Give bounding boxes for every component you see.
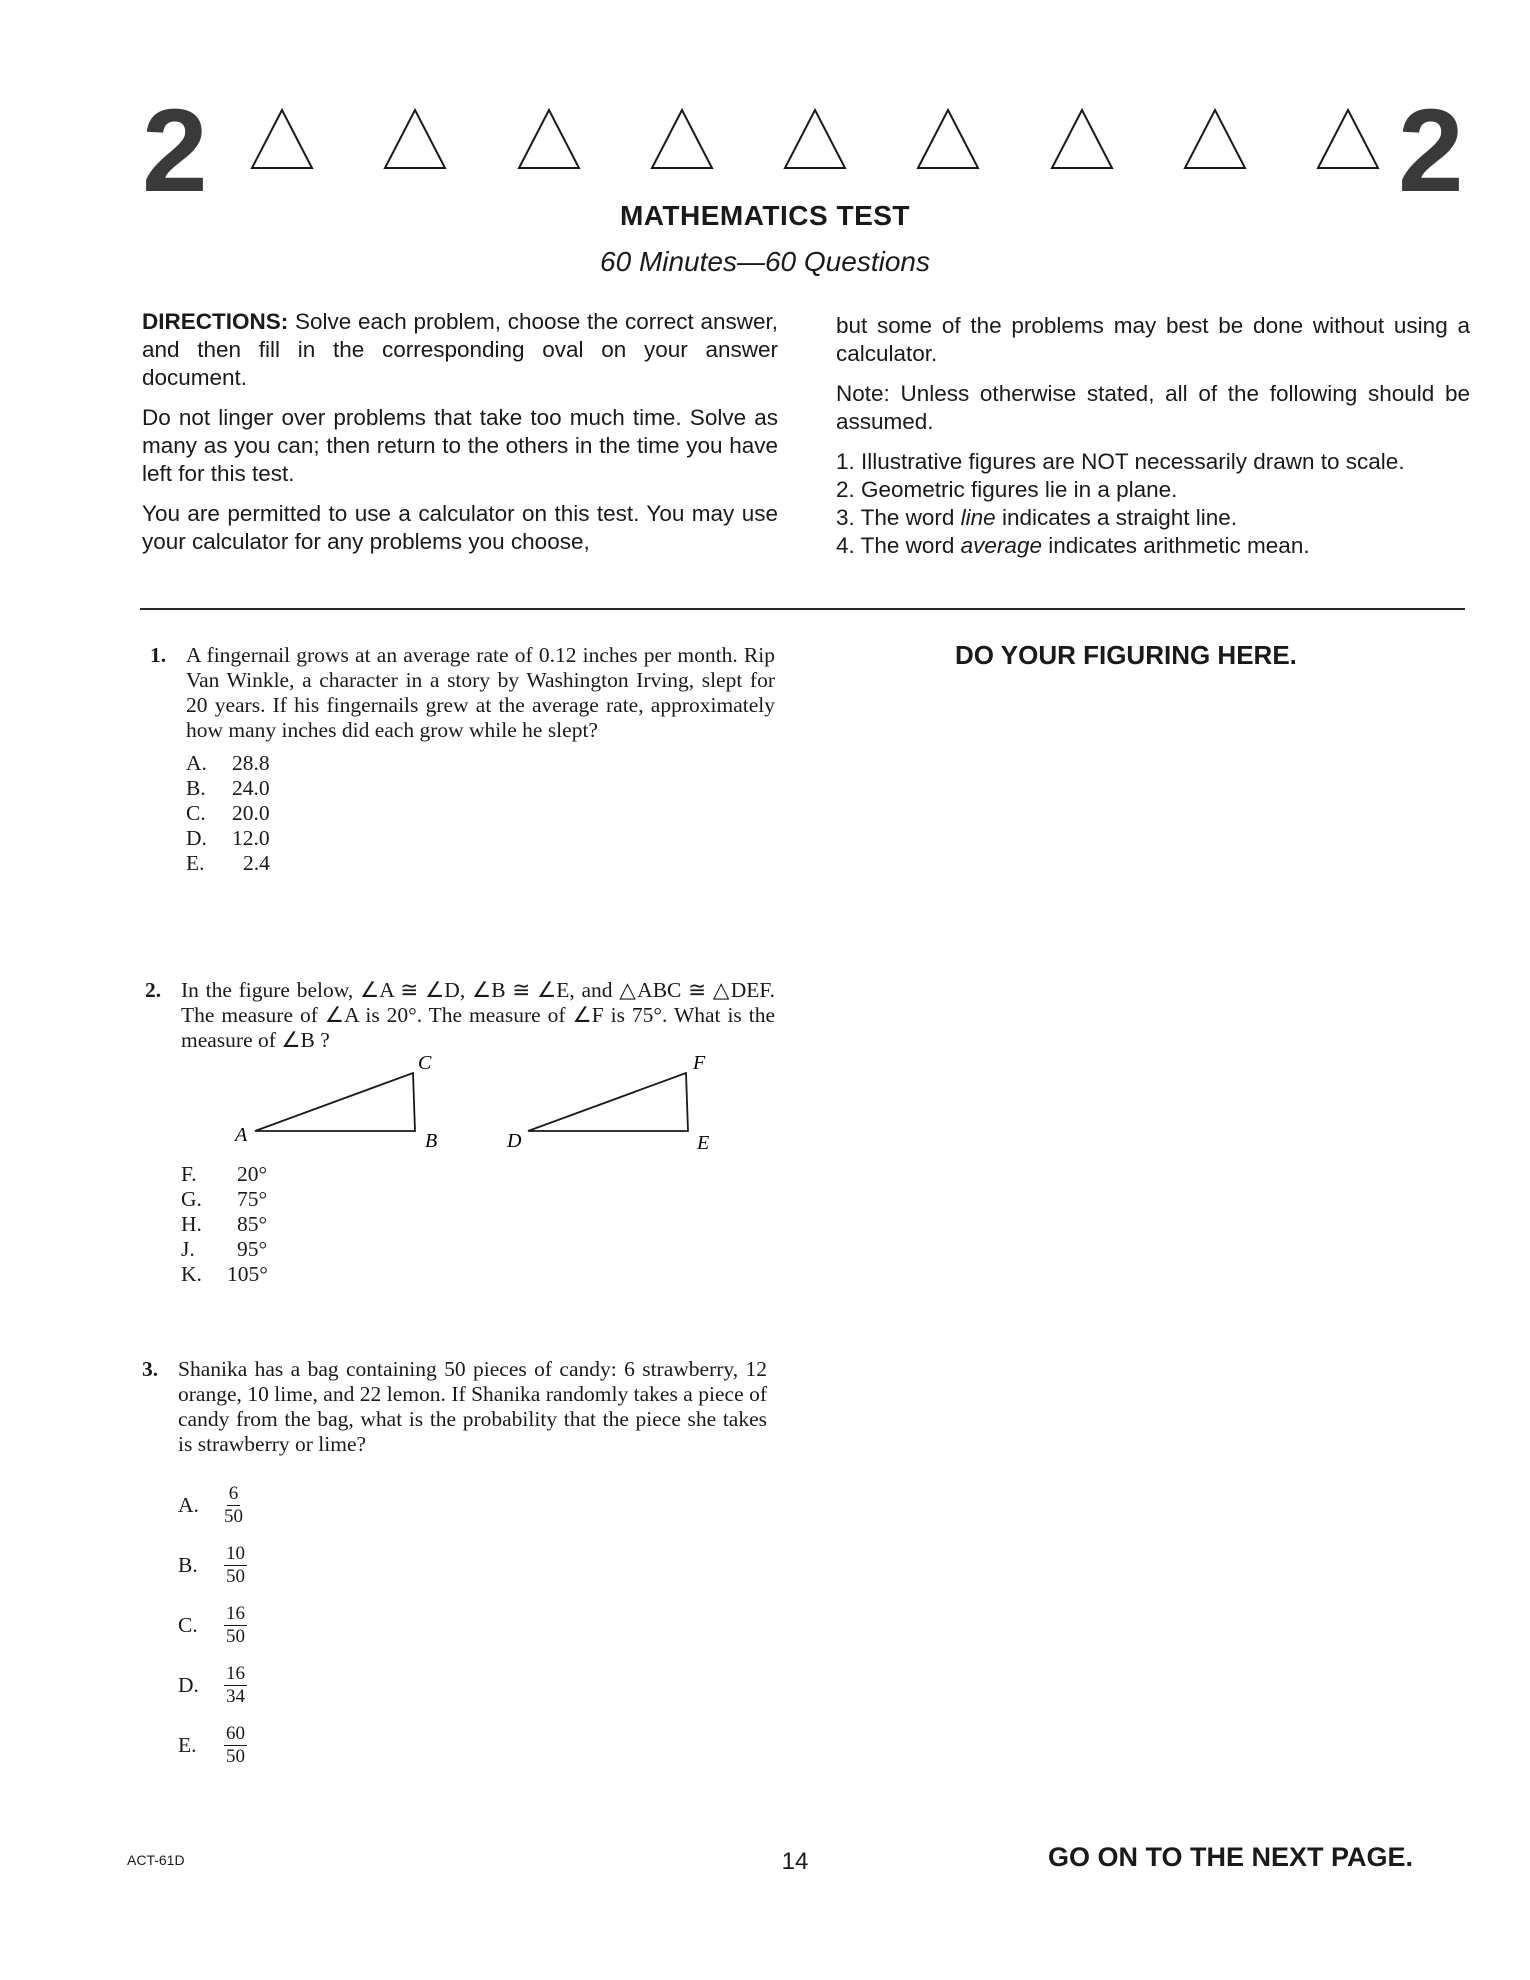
answer-choice-d[interactable]	[186, 826, 775, 851]
test-subtitle: 60 Minutes—60 Questions	[600, 246, 930, 277]
fraction-numerator: 16	[226, 1662, 245, 1684]
question-2	[145, 978, 775, 1053]
choice-letter: G.	[181, 1187, 202, 1211]
fraction-denominator: 50	[226, 1565, 245, 1587]
choice-value: 24.0	[232, 776, 270, 800]
directions-paragraph-1	[142, 308, 778, 392]
fraction-numerator: 16	[226, 1602, 245, 1624]
figuring-area-label: DO YOUR FIGURING HERE.	[955, 640, 1297, 670]
choice-letter: H.	[181, 1212, 202, 1236]
choice-letter: B.	[178, 1552, 198, 1577]
directions-right-column	[836, 312, 1470, 560]
choice-fraction	[224, 1603, 247, 1648]
choice-letter: D.	[186, 826, 207, 850]
assumption-item-prefix: 3. The word	[836, 505, 961, 530]
form-code: ACT-61D	[127, 1852, 185, 1868]
assumption-item	[836, 504, 1470, 532]
question-text: In the figure below, ∠A ≅ ∠D, ∠B ≅ ∠E, and △ABC ≅ △DEF. The measure of ∠A is 20°. The measure of ∠F is 75°. What is the measure of ∠B ?	[181, 978, 775, 1052]
answer-choices	[178, 1475, 767, 1775]
assumptions-list	[836, 448, 1470, 560]
answer-choice-b[interactable]	[186, 776, 775, 801]
assumption-item-suffix: indicates arithmetic mean.	[1041, 533, 1310, 558]
triangles-figure	[225, 1055, 735, 1165]
triangle-symbol	[517, 108, 581, 170]
fraction-denominator: 50	[226, 1625, 245, 1647]
triangle-symbol	[1316, 108, 1380, 170]
vertex-label-a: A	[235, 1124, 248, 1146]
answer-choice-h[interactable]	[181, 1212, 381, 1237]
triangle-def	[528, 1073, 688, 1131]
choice-value: 75°	[237, 1187, 268, 1211]
question-3	[142, 1357, 767, 1775]
directions-label: DIRECTIONS:	[142, 309, 289, 334]
triangle-symbol	[250, 108, 314, 170]
triangle-symbol	[1183, 108, 1247, 170]
answer-choice-b[interactable]	[178, 1535, 767, 1595]
fraction-numerator: 6	[228, 1482, 239, 1504]
question-1	[150, 643, 775, 876]
choice-letter: C.	[178, 1612, 198, 1637]
fraction-denominator: 50	[226, 1745, 245, 1767]
choice-fraction	[224, 1723, 247, 1768]
assumption-item: 1. Illustrative figures are NOT necessarily drawn to scale.	[836, 449, 1405, 474]
section-divider	[140, 608, 1465, 610]
answer-choice-j[interactable]	[181, 1237, 381, 1262]
answer-choice-c[interactable]	[178, 1595, 767, 1655]
answer-choice-e[interactable]	[178, 1715, 767, 1775]
directions-paragraph-3: You are permitted to use a calculator on this test. You may use your calculator for any problems you choose,	[142, 501, 778, 554]
choice-value: 28.8	[232, 751, 270, 775]
triangle-symbol	[1050, 108, 1114, 170]
assumption-item	[836, 532, 1470, 560]
choice-letter: D.	[178, 1672, 199, 1697]
question-number: 1.	[150, 643, 167, 667]
answer-choice-a[interactable]	[178, 1475, 767, 1535]
choice-value: 2.4	[243, 851, 270, 875]
question-number: 3.	[142, 1357, 159, 1381]
answer-choice-e[interactable]	[186, 851, 775, 876]
assumption-item: 2. Geometric figures lie in a plane.	[836, 477, 1178, 502]
fraction-numerator: 10	[226, 1542, 245, 1564]
choice-letter: J.	[181, 1237, 195, 1261]
assumption-item-prefix: 4. The word	[836, 533, 961, 558]
choice-letter: A.	[186, 751, 207, 775]
choice-letter: E.	[178, 1732, 197, 1757]
directions-paragraph-2: Do not linger over problems that take too much time. Solve as many as you can; then return to the others in the time you have left for this test.	[142, 405, 778, 486]
vertex-label-d: D	[507, 1130, 522, 1152]
choice-letter: F.	[181, 1162, 197, 1186]
fraction-denominator: 34	[226, 1685, 245, 1707]
fraction-denominator: 50	[224, 1505, 243, 1527]
answer-choice-a[interactable]	[186, 751, 775, 776]
question-number: 2.	[145, 978, 162, 1002]
choice-value: 20°	[237, 1162, 268, 1186]
next-page-instruction: GO ON TO THE NEXT PAGE.	[1048, 1842, 1414, 1872]
answer-choice-k[interactable]	[181, 1262, 381, 1287]
directions-text-1: Solve each problem, choose the correct answer, and then fill in the corresponding oval on your answer document.	[142, 309, 778, 390]
choice-letter: C.	[186, 801, 206, 825]
answer-choice-g[interactable]	[181, 1187, 381, 1212]
choice-letter: A.	[178, 1492, 199, 1517]
vertex-label-f: F	[693, 1055, 706, 1074]
choice-letter: E.	[186, 851, 205, 875]
question-text: A fingernail grows at an average rate of 0.12 inches per month. Rip Van Winkle, a character in a story by Washington Irving, slept for 20 years. If his fingernails grew at the average rate, approximately how many inches did each grow while he slept?	[186, 643, 775, 742]
answer-choice-d[interactable]	[178, 1655, 767, 1715]
question-2-choices	[181, 1162, 381, 1287]
triangle-symbol	[383, 108, 447, 170]
choice-value: 12.0	[232, 826, 270, 850]
section-number-right: 2	[1398, 85, 1464, 217]
choice-fraction	[224, 1543, 247, 1588]
choice-letter: K.	[181, 1262, 202, 1286]
answer-choices	[186, 751, 775, 876]
answer-choice-c[interactable]	[186, 801, 775, 826]
assumption-item-term: line	[960, 505, 996, 530]
vertex-label-c: C	[418, 1055, 432, 1074]
assumption-item-suffix: indicates a straight line.	[995, 505, 1238, 530]
question-text: Shanika has a bag containing 50 pieces of candy: 6 strawberry, 12 orange, 10 lime, and 22 lemon. If Shanika randomly takes a piece of candy from the bag, what is the probability that the piece she takes is strawberry or lime?	[178, 1357, 767, 1456]
fraction-numerator: 60	[226, 1722, 245, 1744]
choice-value: 85°	[237, 1212, 268, 1236]
directions-left-column	[142, 308, 778, 568]
vertex-label-b: B	[425, 1130, 438, 1152]
triangle-symbol	[650, 108, 714, 170]
triangle-symbol	[916, 108, 980, 170]
choice-value: 105°	[227, 1262, 268, 1286]
choice-fraction	[224, 1483, 243, 1528]
test-title: MATHEMATICS TEST	[619, 200, 911, 231]
choice-value: 95°	[237, 1237, 268, 1261]
choice-fraction	[224, 1663, 247, 1708]
triangle-abc	[255, 1073, 415, 1131]
triangle-symbol-row	[250, 108, 1380, 178]
triangle-symbol	[783, 108, 847, 170]
directions-paragraph-4: but some of the problems may best be done without using a calculator.	[836, 313, 1470, 366]
answer-choice-f[interactable]	[181, 1162, 381, 1187]
directions-note: Note: Unless otherwise stated, all of the following should be assumed.	[836, 381, 1470, 434]
assumption-item-term: average	[960, 533, 1042, 558]
page-number: 14	[781, 1848, 809, 1875]
choice-value: 20.0	[232, 801, 270, 825]
section-number-left: 2	[142, 85, 208, 217]
choice-letter: B.	[186, 776, 206, 800]
vertex-label-e: E	[697, 1132, 710, 1154]
